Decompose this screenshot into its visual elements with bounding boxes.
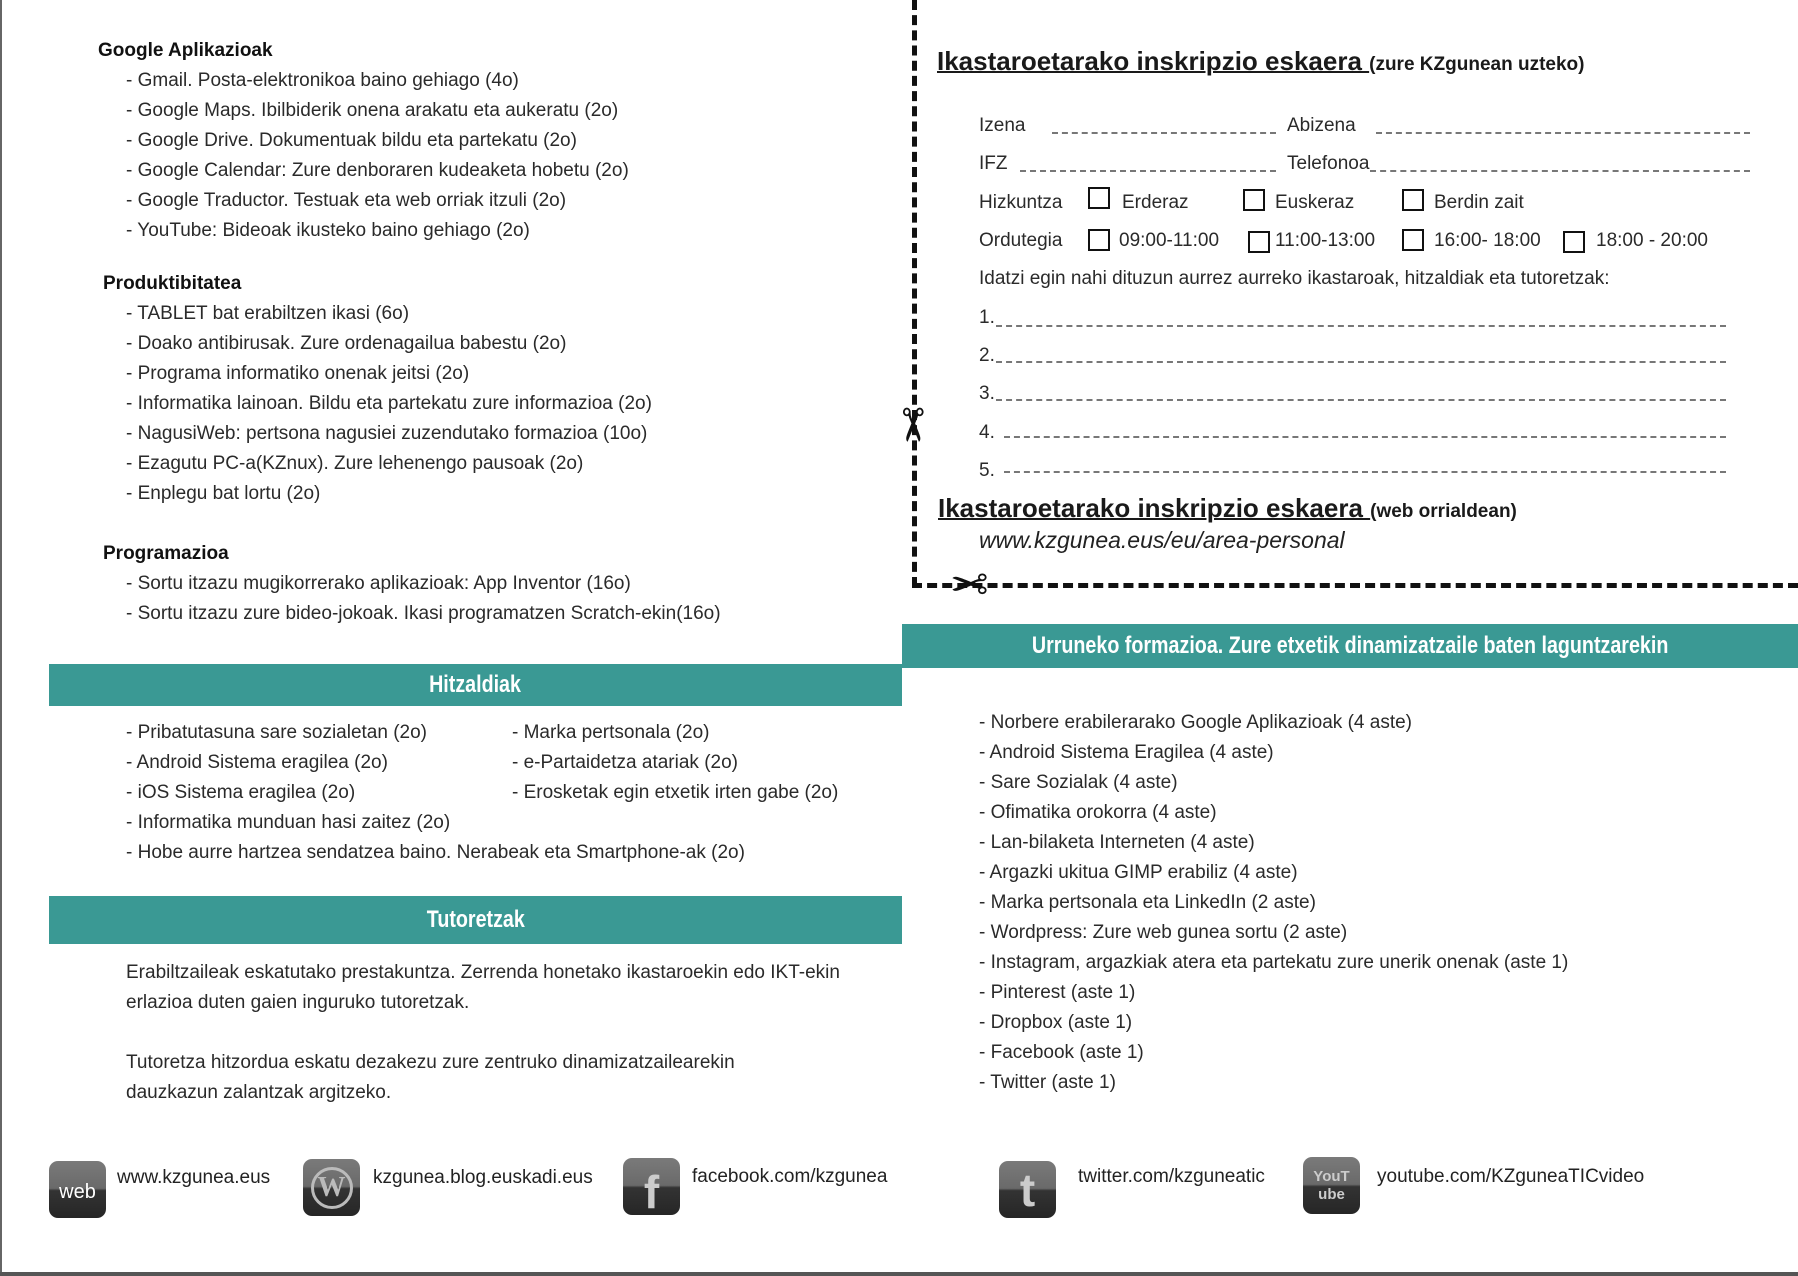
- list-item: - Google Calendar: Zure denboraren kudeaketa hobetu (2o): [126, 160, 629, 181]
- list-item: - Enplegu bat lortu (2o): [126, 483, 321, 504]
- paragraph-line: erlazioa duten gaien inguruko tutoretzak.: [126, 992, 470, 1013]
- list-item: - Pinterest (aste 1): [979, 982, 1136, 1003]
- list-item: - Sortu itzazu mugikorrerako aplikazioak: App Inventor (16o): [126, 573, 631, 594]
- line-number: 1.: [979, 307, 995, 328]
- form-instruction: Idatzi egin nahi dituzun aurrez aurreko ikastaroak, hitzaldiak eta tutoretzak:: [979, 268, 1610, 289]
- list-item: - Wordpress: Zure web gunea sortu (2 aste): [979, 922, 1348, 943]
- web-form-subtitle: (web orrialdean): [1370, 501, 1517, 522]
- language-berdin-checkbox[interactable]: [1402, 189, 1424, 211]
- schedule-0900-checkbox[interactable]: [1088, 229, 1110, 251]
- list-item: - Sare Sozialak (4 aste): [979, 772, 1178, 793]
- paragraph-line: Tutoretza hitzordua eskatu dezakezu zure zentruko dinamizatzailearekin: [126, 1052, 735, 1073]
- surname-label: Abizena: [1287, 115, 1356, 136]
- phone-label: Telefonoa: [1287, 153, 1370, 174]
- scissors-icon: ✂: [886, 405, 939, 445]
- language-erderaz-checkbox[interactable]: [1088, 187, 1110, 209]
- paragraph-line: dauzkazun zalantzak argitzeko.: [126, 1082, 392, 1103]
- list-item: - Programa informatiko onenak jeitsi (2o): [126, 363, 470, 384]
- schedule-1600-checkbox[interactable]: [1402, 229, 1424, 251]
- wordpress-logo: W: [311, 1167, 353, 1209]
- tutoring-header: [49, 896, 902, 944]
- list-item: - NagusiWeb: pertsona nagusiei zuzendutako formazioa (10o): [126, 423, 648, 444]
- scissors-icon: ✂: [950, 557, 989, 609]
- list-item: - Android Sistema eragilea (2o): [126, 752, 388, 773]
- line-number: 2.: [979, 345, 995, 366]
- id-field[interactable]: [1020, 170, 1276, 172]
- schedule-option: 11:00-13:00: [1275, 230, 1376, 251]
- category-title: Programazioa: [103, 543, 229, 564]
- wordpress-icon[interactable]: [303, 1159, 360, 1216]
- schedule-1800-checkbox[interactable]: [1563, 231, 1585, 253]
- web-form-title-main: Ikastaroetarako inskripzio eskaera: [938, 493, 1371, 523]
- category-title: Produktibitatea: [103, 273, 242, 294]
- list-item: - Hobe aurre hartzea sendatzea baino. Nerabeak eta Smartphone-ak (2o): [126, 842, 745, 863]
- list-item: - Gmail. Posta-elektronikoa baino gehiago (4o): [126, 70, 519, 91]
- footer-link-facebook[interactable]: facebook.com/kzgunea: [692, 1166, 888, 1187]
- footer-link-blog[interactable]: kzgunea.blog.euskadi.eus: [373, 1167, 593, 1188]
- schedule-option: 09:00-11:00: [1119, 230, 1220, 251]
- page-bottom-border: [0, 1272, 1798, 1276]
- course-line-3[interactable]: [996, 399, 1726, 401]
- web-form-title: [938, 493, 1517, 524]
- footer-link-web[interactable]: www.kzgunea.eus: [117, 1167, 271, 1188]
- list-item: - iOS Sistema eragilea (2o): [126, 782, 356, 803]
- list-item: - Google Traductor. Testuak eta web orriak itzuli (2o): [126, 190, 567, 211]
- list-item: - Ezagutu PC-a(KZnux). Zure lehenengo pausoak (2o): [126, 453, 584, 474]
- line-number: 3.: [979, 383, 995, 404]
- web-icon-text: web: [59, 1181, 96, 1203]
- course-line-5[interactable]: [1004, 471, 1726, 473]
- footer-link-twitter[interactable]: twitter.com/kzguneatic: [1078, 1166, 1265, 1187]
- schedule-option: 16:00- 18:00: [1434, 230, 1541, 251]
- remote-header: [902, 624, 1798, 668]
- list-item: - Informatika lainoan. Bildu eta partekatu zure informazioa (2o): [126, 393, 652, 414]
- category-title: Google Aplikazioak: [98, 40, 273, 61]
- schedule-option: 18:00 - 20:00: [1596, 230, 1708, 251]
- language-label: Hizkuntza: [979, 192, 1063, 213]
- facebook-glyph: f: [643, 1166, 660, 1215]
- course-line-2[interactable]: [996, 361, 1726, 363]
- language-euskeraz-checkbox[interactable]: [1243, 189, 1265, 211]
- facebook-icon[interactable]: [623, 1158, 680, 1215]
- list-item: - Doako antibirusak. Zure ordenagailua babestu (2o): [126, 333, 567, 354]
- youtube-icon[interactable]: [1303, 1157, 1360, 1214]
- form-title: [937, 46, 1584, 77]
- list-item: - Marka pertsonala (2o): [512, 722, 710, 743]
- talks-header: [49, 664, 902, 706]
- list-item: - Argazki ukitua GIMP erabiliz (4 aste): [979, 862, 1298, 883]
- course-line-4[interactable]: [1004, 436, 1726, 438]
- language-option: Euskeraz: [1275, 192, 1355, 213]
- list-item: - Facebook (aste 1): [979, 1042, 1144, 1063]
- cut-line-vertical: [912, 0, 917, 587]
- twitter-icon[interactable]: [999, 1161, 1056, 1218]
- list-item: - Lan-bilaketa Interneten (4 aste): [979, 832, 1255, 853]
- list-item: - e-Partaidetza atariak (2o): [512, 752, 738, 773]
- schedule-1100-checkbox[interactable]: [1248, 231, 1270, 253]
- list-item: - Marka pertsonala eta LinkedIn (2 aste): [979, 892, 1316, 913]
- name-label: Izena: [979, 115, 1026, 136]
- language-option: Berdin zait: [1434, 192, 1524, 213]
- list-item: - YouTube: Bideoak ikusteko baino gehiago (2o): [126, 220, 530, 241]
- language-option: Erderaz: [1122, 192, 1189, 213]
- list-item: - Android Sistema Eragilea (4 aste): [979, 742, 1274, 763]
- phone-field[interactable]: [1370, 170, 1750, 172]
- form-subtitle: (zure KZgunean uzteko): [1369, 54, 1585, 75]
- line-number: 5.: [979, 460, 995, 481]
- paragraph-line: Erabiltzaileak eskatutako prestakuntza. Zerrenda honetako ikastaroekin edo IKT-ekin: [126, 962, 840, 983]
- list-item: - TABLET bat erabiltzen ikasi (6o): [126, 303, 410, 324]
- list-item: - Twitter (aste 1): [979, 1072, 1116, 1093]
- youtube-glyph: YouTube: [1313, 1167, 1350, 1203]
- list-item: - Norbere erabilerarako Google Aplikazioak (4 aste): [979, 712, 1412, 733]
- list-item: - Google Drive. Dokumentuak bildu eta partekatu (2o): [126, 130, 577, 151]
- list-item: - Instagram, argazkiak atera eta partekatu zure unerik onenak (aste 1): [979, 952, 1569, 973]
- cut-line-horizontal: [912, 583, 1798, 588]
- talks-title: Hitzaldiak: [429, 671, 522, 698]
- list-item: - Sortu itzazu zure bideo-jokoak. Ikasi programatzen Scratch-ekin(16o): [126, 603, 721, 624]
- remote-title: Urruneko formazioa. Zure etxetik dinamizatzaile baten laguntzarekin: [1031, 632, 1669, 659]
- line-number: 4.: [979, 422, 995, 443]
- web-form-url[interactable]: www.kzgunea.eus/eu/area-personal: [979, 527, 1345, 553]
- list-item: - Erosketak egin etxetik irten gabe (2o): [512, 782, 839, 803]
- surname-field[interactable]: [1376, 132, 1750, 134]
- twitter-glyph: t: [1019, 1163, 1036, 1216]
- tutoring-title: Tutoretzak: [426, 906, 525, 933]
- list-item: - Informatika munduan hasi zaitez (2o): [126, 812, 451, 833]
- id-label: IFZ: [979, 153, 1008, 174]
- list-item: - Dropbox (aste 1): [979, 1012, 1133, 1033]
- list-item: - Google Maps. Ibilbiderik onena arakatu eta aukeratu (2o): [126, 100, 619, 121]
- list-item: - Ofimatika orokorra (4 aste): [979, 802, 1217, 823]
- list-item: - Pribatutasuna sare sozialetan (2o): [126, 722, 427, 743]
- form-title-main: Ikastaroetarako inskripzio eskaera: [937, 46, 1370, 76]
- web-icon[interactable]: [49, 1161, 106, 1218]
- course-line-1[interactable]: [996, 325, 1726, 327]
- name-field[interactable]: [1052, 132, 1276, 134]
- page-left-border: [0, 0, 2, 1276]
- schedule-label: Ordutegia: [979, 230, 1063, 251]
- footer-link-youtube[interactable]: youtube.com/KZguneaTICvideo: [1377, 1166, 1645, 1187]
